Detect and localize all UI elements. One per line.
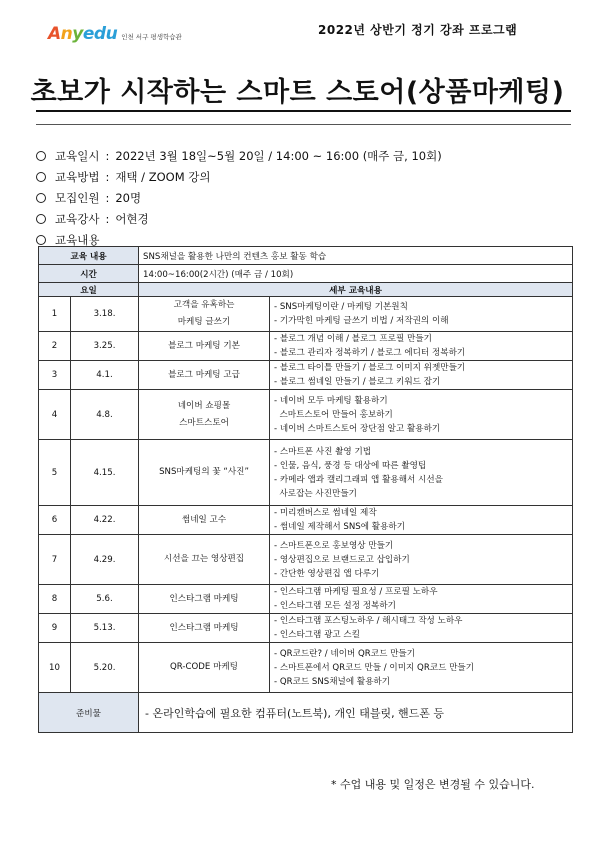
row-details [270, 643, 573, 693]
detail-line: - 인스타그램 광고 스킬 [274, 630, 361, 640]
row-details [270, 361, 573, 390]
date-header: 요일 [39, 283, 139, 297]
info-list [36, 145, 442, 250]
row-number: 3 [39, 361, 71, 390]
section-divider [36, 124, 571, 125]
info-label: 모집인원 [55, 190, 100, 205]
row-number: 5 [39, 440, 71, 506]
row-topic: SNS마케팅의 꽃 “사진” [139, 440, 270, 506]
detail-line: - 스마트폰에서 QR코드 만들 / 이미지 QR코드 만들기 [274, 662, 475, 673]
row-date: 4.22. [71, 506, 139, 535]
detail-line: - 기가막힌 마케팅 글쓰기 비법 / 저작권의 이해 [274, 316, 449, 326]
row-date: 3.25. [71, 332, 139, 361]
row-topic: 네이버 쇼핑몰 스마트스토어 [139, 390, 270, 440]
info-separator: : [105, 190, 110, 205]
row-details [270, 332, 573, 361]
row-date: 4.1. [71, 361, 139, 390]
prep-value: - 온라인학습에 필요한 컴퓨터(노트북), 개인 태블릿, 핸드폰 등 [139, 693, 573, 733]
detail-line: - 미리캔버스로 썸네일 제작 [274, 508, 377, 518]
row-date: 4.29. [71, 535, 139, 585]
detail-line: - SNS마케팅이란 / 마케팅 기본원칙 [274, 302, 408, 312]
detail-line: - 인스타그램 모든 설정 정복하기 [274, 601, 396, 611]
row-details [270, 297, 573, 332]
row-details [270, 614, 573, 643]
info-value: 2022년 3월 18일~5월 20일 / 14:00 ~ 16:00 (매주 금, 10회) [115, 148, 442, 163]
info-row [36, 208, 442, 229]
table-row [39, 506, 573, 535]
row-number: 6 [39, 506, 71, 535]
logo-subtitle: 인천 서구 평생학습관 [121, 33, 182, 41]
row-topic: QR-CODE 마케팅 [139, 643, 270, 693]
row-date: 3.18. [71, 297, 139, 332]
info-row [36, 187, 442, 208]
table-row [39, 361, 573, 390]
info-label: 교육일시 [55, 148, 100, 163]
detail-line: - 블로그 타이틀 만들기 / 블로그 이미지 위젯만들기 [274, 363, 466, 373]
info-row [36, 145, 442, 166]
page-title: 초보가 시작하는 스마트 스토어(상품마케팅) [30, 77, 565, 108]
table-header-row [39, 283, 573, 297]
table-row [39, 297, 573, 332]
info-separator: : [105, 211, 110, 226]
detail-line: - QR코드란? / 네이버 QR코드 만들기 [274, 648, 416, 659]
detail-line: - 스마트폰으로 홍보영상 만들기 [274, 540, 394, 551]
row-date: 5.6. [71, 585, 139, 614]
table-row [39, 535, 573, 585]
row-topic: 블로그 마케팅 고급 [139, 361, 270, 390]
row-number: 9 [39, 614, 71, 643]
bullet-circle-icon [36, 193, 46, 203]
detail-line: - QR코드 SNS채널에 활용하기 [274, 676, 391, 687]
row-date: 4.8. [71, 390, 139, 440]
info-row [36, 166, 442, 187]
row-topic: 인스타그램 마케팅 [139, 614, 270, 643]
row-number: 2 [39, 332, 71, 361]
row-details [270, 585, 573, 614]
title-divider [36, 110, 571, 112]
detail-line: - 영상편집으로 브랜드로고 삽입하기 [274, 554, 410, 565]
row-details [270, 535, 573, 585]
detail-line: - 인스타그램 포스팅노하우 / 해시태그 작성 노하우 [274, 616, 463, 626]
content-label: 교육 내용 [39, 247, 139, 265]
table-row [39, 440, 573, 506]
row-number: 7 [39, 535, 71, 585]
detail-line: 스마트스토어 만들어 홍보하기 [274, 409, 393, 420]
detail-line: - 블로그 관리자 정복하기 / 블로그 에디터 정복하기 [274, 348, 466, 358]
detail-line: 사로잡는 사진만들기 [274, 488, 357, 499]
logo-mark: Anyedu [48, 24, 118, 44]
info-separator: : [105, 148, 110, 163]
row-details [270, 440, 573, 506]
detail-line: - 스마트폰 사진 촬영 기법 [274, 446, 372, 457]
detail-line: - 인물, 음식, 풍경 등 대상에 따른 촬영팁 [274, 460, 427, 471]
term-label: 2022년 상반기 정기 강좌 프로그램 [318, 23, 518, 37]
detail-line: - 블로그 개념 이해 / 블로그 프로필 만들기 [274, 334, 432, 344]
row-topic: 블로그 마케팅 기본 [139, 332, 270, 361]
row-number: 10 [39, 643, 71, 693]
bullet-circle-icon [36, 214, 46, 224]
bullet-circle-icon [36, 151, 46, 161]
prep-row [39, 693, 573, 733]
info-label: 교육강사 [55, 211, 100, 226]
time-row [39, 265, 573, 283]
row-number: 4 [39, 390, 71, 440]
info-label: 교육내용 [55, 232, 100, 247]
table-row [39, 585, 573, 614]
row-topic: 썸네일 고수 [139, 506, 270, 535]
table-row [39, 390, 573, 440]
row-details [270, 506, 573, 535]
row-number: 1 [39, 297, 71, 332]
detail-line: - 간단한 영상편집 앱 다루기 [274, 568, 380, 579]
row-details [270, 390, 573, 440]
detail-line: - 카메라 앱과 캘리그래피 앱 활용해서 시선을 [274, 474, 443, 485]
detail-line: - 네이버 모두 마케팅 활용하기 [274, 395, 388, 406]
table-row [39, 643, 573, 693]
detail-header: 세부 교육내용 [139, 283, 573, 297]
prep-label: 준비물 [39, 693, 139, 733]
time-label: 시간 [39, 265, 139, 283]
detail-line: - 네이버 스마트스토어 장단점 알고 활용하기 [274, 423, 441, 434]
info-value: 재택 / ZOOM 강의 [115, 169, 211, 184]
bullet-circle-icon [36, 235, 46, 245]
detail-line: - 썸네일 제작해서 SNS에 활용하기 [274, 522, 406, 532]
info-label: 교육방법 [55, 169, 100, 184]
info-separator: : [105, 169, 110, 184]
row-date: 5.13. [71, 614, 139, 643]
row-date: 5.20. [71, 643, 139, 693]
row-topic: 인스타그램 마케팅 [139, 585, 270, 614]
table-row [39, 332, 573, 361]
detail-line: - 인스타그램 마케팅 필요성 / 프로필 노하우 [274, 587, 438, 597]
footnote: * 수업 내용 및 일정은 변경될 수 있습니다. [331, 778, 535, 791]
logo [48, 24, 182, 44]
schedule-table [38, 246, 573, 733]
time-value: 14:00~16:00(2시간) (매주 금 / 10회) [139, 265, 573, 283]
row-topic: 시선을 끄는 영상편집 [139, 535, 270, 585]
content-value: SNS채널을 활용한 나만의 컨텐츠 홍보 활동 학습 [139, 247, 573, 265]
row-number: 8 [39, 585, 71, 614]
row-topic: 고객을 유혹하는 마케팅 글쓰기 [139, 297, 270, 332]
table-row [39, 614, 573, 643]
detail-line: - 블로그 썸네일 만들기 / 블로그 키워드 잡기 [274, 377, 441, 387]
bullet-circle-icon [36, 172, 46, 182]
info-value: 20명 [115, 190, 142, 205]
content-row [39, 247, 573, 265]
row-date: 4.15. [71, 440, 139, 506]
info-value: 어현경 [115, 211, 149, 226]
